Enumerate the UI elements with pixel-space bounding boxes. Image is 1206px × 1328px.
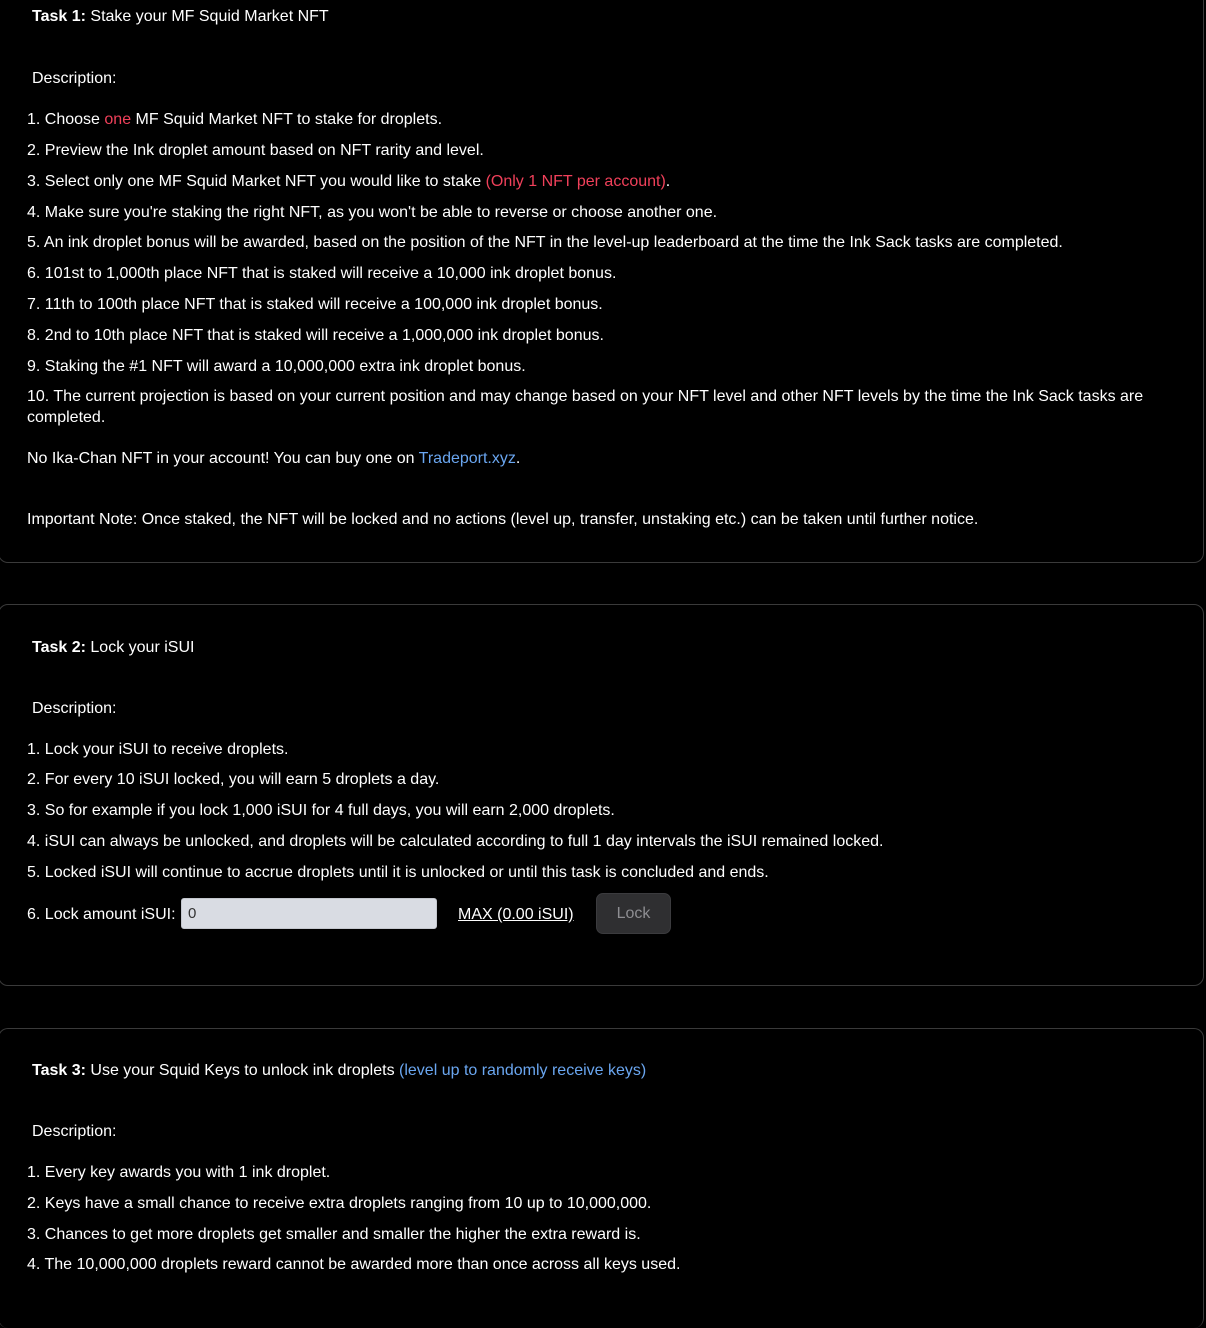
task-2-label: Task 2: — [32, 639, 86, 656]
task-1-title-text: Stake your MF Squid Market NFT — [90, 8, 329, 25]
task-1-card — [0, 0, 1204, 563]
task-1-item-7: 7. 11th to 100th place NFT that is staked will receive a 100,000 ink droplet bonus. — [27, 296, 603, 313]
lock-amount-label: 6. Lock amount iSUI: — [27, 906, 176, 923]
task-2-item-2: 2. For every 10 iSUI locked, you will earn 5 droplets a day. — [27, 771, 440, 788]
highlight-one: one — [104, 111, 132, 128]
task-3-title-text: Use your Squid Keys to unlock ink droplets — [90, 1062, 395, 1079]
highlight-limit: (Only 1 NFT per account) — [485, 173, 666, 190]
task-1-item-10: 10. The current projection is based on your current position and may change based on your NFT level and other NFT levels by the time the Ink Sack tasks are completed. — [27, 388, 1144, 426]
lock-button[interactable]: Lock — [596, 893, 671, 934]
task-1-item-3: 3. Select only one MF Squid Market NFT you would like to stake (Only 1 NFT per account). — [27, 173, 671, 190]
max-amount-link[interactable]: MAX (0.00 iSUI) — [458, 906, 574, 923]
task-1-title — [32, 6, 329, 27]
task-1-item-9: 9. Staking the #1 NFT will award a 10,000,000 extra ink droplet bonus. — [27, 358, 526, 375]
task-2-item-4: 4. iSUI can always be unlocked, and droplets will be calculated according to full 1 day intervals the iSUI remained locked. — [27, 833, 884, 850]
task-2-item-1: 1. Lock your iSUI to receive droplets. — [27, 741, 289, 758]
lock-amount-input[interactable] — [181, 898, 437, 929]
task-2-item-3: 3. So for example if you lock 1,000 iSUI for 4 full days, you will earn 2,000 droplets. — [27, 802, 615, 819]
task-1-item-1: 1. Choose one MF Squid Market NFT to stake for droplets. — [27, 111, 443, 128]
task-3-item-2: 2. Keys have a small chance to receive extra droplets ranging from 10 up to 10,000,000. — [27, 1195, 652, 1212]
task-3-item-1: 1. Every key awards you with 1 ink droplet. — [27, 1164, 331, 1181]
task-1-item-2: 2. Preview the Ink droplet amount based on NFT rarity and level. — [27, 142, 484, 159]
task-2-card — [0, 604, 1204, 986]
task-2-title-text: Lock your iSUI — [90, 639, 195, 656]
task-3-item-4: 4. The 10,000,000 droplets reward cannot be awarded more than once across all keys used. — [27, 1256, 681, 1273]
task-2-item-5: 5. Locked iSUI will continue to accrue droplets until it is unlocked or until this task is concluded and ends. — [27, 864, 769, 881]
task-1-item-6: 6. 101st to 1,000th place NFT that is staked will receive a 10,000 ink droplet bonus. — [27, 265, 617, 282]
task-1-item-4: 4. Make sure you're staking the right NFT, as you won't be able to reverse or choose another one. — [27, 204, 718, 221]
task-2-description-label: Description: — [32, 700, 117, 717]
task-2-title — [32, 637, 194, 658]
important-note: Important Note: Once staked, the NFT will be locked and no actions (level up, transfer, unstaking etc.) can be taken until further notice. — [27, 511, 979, 528]
task-1-description-label: Description: — [32, 70, 117, 87]
no-nft-message: No Ika-Chan NFT in your account! You can buy one on Tradeport.xyz. — [27, 450, 521, 467]
task-1-label: Task 1: — [32, 8, 86, 25]
task-3-label: Task 3: — [32, 1062, 86, 1079]
task-3-card — [0, 1028, 1204, 1328]
task-1-item-8: 8. 2nd to 10th place NFT that is staked will receive a 1,000,000 ink droplet bonus. — [27, 327, 604, 344]
task-3-title — [32, 1060, 646, 1081]
tradeport-link[interactable]: Tradeport.xyz — [418, 450, 516, 467]
task-3-description-label: Description: — [32, 1123, 117, 1140]
task-3-title-note: (level up to randomly receive keys) — [399, 1062, 647, 1079]
task-3-item-3: 3. Chances to get more droplets get smaller and smaller the higher the extra reward is. — [27, 1226, 641, 1243]
task-1-item-5: 5. An ink droplet bonus will be awarded, based on the position of the NFT in the level-up leaderboard at the time the Ink Sack tasks are completed. — [27, 234, 1063, 251]
